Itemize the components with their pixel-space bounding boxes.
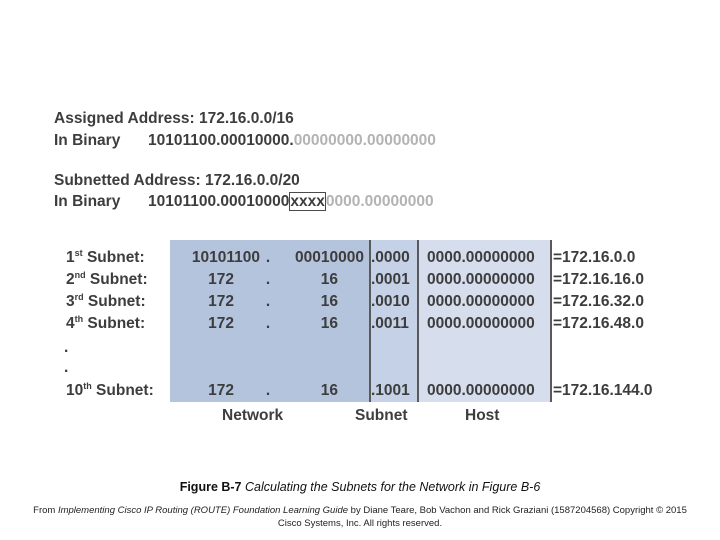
assigned-binary-network: 10101100.00010000. xyxy=(148,132,294,149)
subnet-bits-box: xxxx xyxy=(290,193,325,210)
subnet-row-label: 1st Subnet: xyxy=(66,248,145,266)
assigned-address-label: Assigned Address: 172.16.0.0/16 xyxy=(54,110,294,127)
subnet-row-label: 10th Subnet: xyxy=(66,381,154,399)
ellipsis-dot: . xyxy=(64,339,69,356)
octet-1: 172 xyxy=(208,293,234,310)
octet-1: 172 xyxy=(208,382,234,399)
network-column-label: Network xyxy=(222,407,284,424)
octet-2: 16 xyxy=(320,293,338,310)
assigned-binary-host: 00000000.00000000 xyxy=(293,132,436,149)
subnet-host-divider xyxy=(417,240,419,402)
subnet-row-label: 4th Subnet: xyxy=(66,314,146,332)
subnet-bits: .0010 xyxy=(371,293,410,310)
subnetted-address-label: Subnetted Address: 172.16.0.0/20 xyxy=(54,172,300,189)
figure-number: Figure B-7 xyxy=(179,480,242,494)
octet-dot: . xyxy=(265,249,271,266)
subnetted-binary-label: In Binary xyxy=(54,193,121,210)
octet-dot: . xyxy=(265,271,271,288)
host-right-border xyxy=(550,240,552,402)
subnet-address: =172.16.144.0 xyxy=(553,382,653,399)
assigned-binary-value xyxy=(148,132,436,150)
host-bits: 0000.00000000 xyxy=(427,293,535,310)
subnet-bits: .0001 xyxy=(371,271,410,288)
subnet-bits: .1001 xyxy=(371,382,410,399)
octet-2: 16 xyxy=(320,315,338,332)
subnetted-binary-host: 0000.00000000 xyxy=(325,193,434,210)
octet-dot: . xyxy=(265,293,271,310)
host-bits: 0000.00000000 xyxy=(427,315,535,332)
subnet-address: =172.16.48.0 xyxy=(553,315,644,332)
octet-1: 172 xyxy=(208,315,234,332)
octet-1: 10101100 xyxy=(191,249,260,266)
octet-dot: . xyxy=(265,315,271,332)
source-credit-line-1: From Implementing Cisco IP Routing (ROUTE) Foundation Learning Guide by Diane Teare, Bob Vachon and Rick Graziani (1587204568) Copyright © 2015 xyxy=(33,505,687,516)
subnet-column-label: Subnet xyxy=(355,407,408,424)
assigned-binary-label: In Binary xyxy=(54,132,121,149)
book-title: Implementing Cisco IP Routing (ROUTE) Foundation Learning Guide xyxy=(57,505,349,516)
ellipsis-dot: . xyxy=(64,359,69,376)
subnet-bits: .0011 xyxy=(371,315,409,332)
subnet-address: =172.16.16.0 xyxy=(553,271,644,288)
subnetted-binary-network: 10101100.00010000 xyxy=(148,193,290,210)
host-column-label: Host xyxy=(465,407,500,424)
source-credit-line-2: Cisco Systems, Inc. All rights reserved. xyxy=(277,518,443,529)
octet-2: 00010000 xyxy=(295,249,364,266)
octet-1: 172 xyxy=(208,271,234,288)
subnet-address: =172.16.0.0 xyxy=(553,249,636,266)
subnet-address: =172.16.32.0 xyxy=(553,293,644,310)
figure-caption xyxy=(0,480,720,494)
subnet-row-label: 2nd Subnet: xyxy=(66,270,148,288)
host-bits: 0000.00000000 xyxy=(427,271,535,288)
octet-2: 16 xyxy=(320,271,338,288)
host-bits: 0000.00000000 xyxy=(427,249,535,266)
figure-title: Calculating the Subnets for the Network in Figure B-6 xyxy=(241,480,541,494)
subnetted-binary-value xyxy=(148,193,434,211)
subnet-bits: .0000 xyxy=(371,249,410,266)
subnet-row-label: 3rd Subnet: xyxy=(66,292,146,310)
octet-dot: . xyxy=(265,382,271,399)
host-bits: 0000.00000000 xyxy=(427,382,535,399)
octet-2: 16 xyxy=(320,382,338,399)
